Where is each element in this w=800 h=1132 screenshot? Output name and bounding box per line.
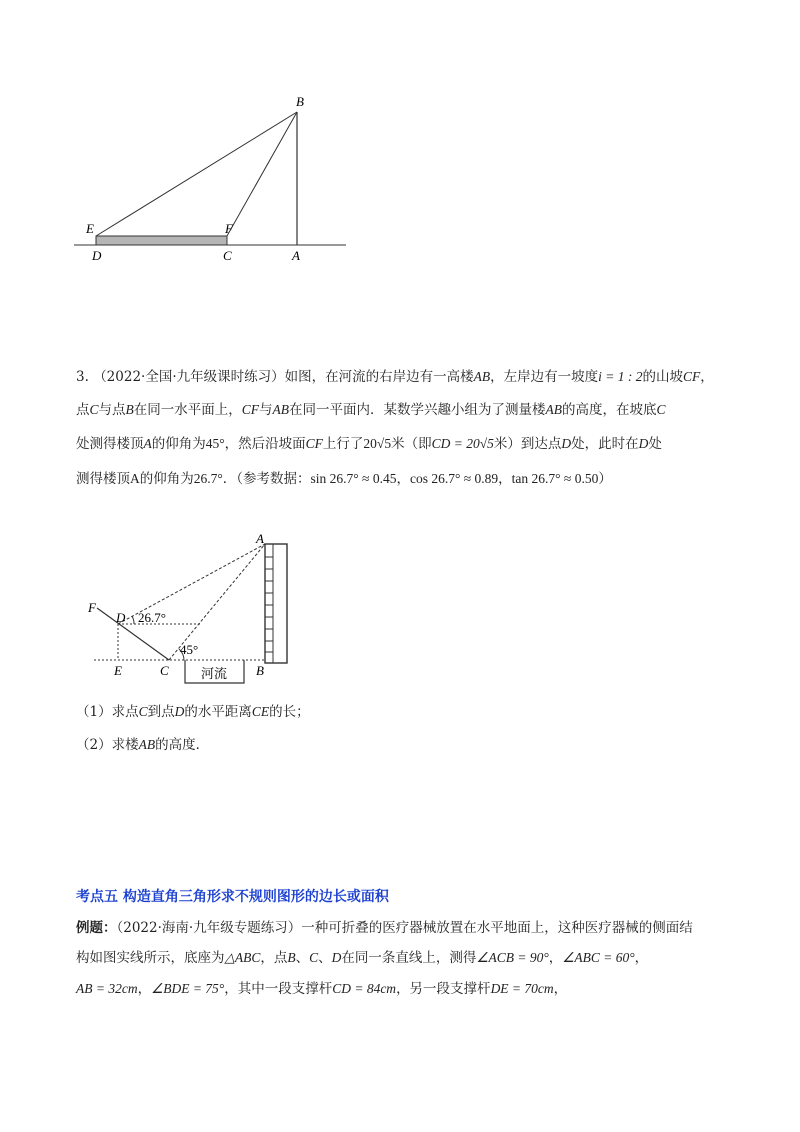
angle-26-7: 26.7° <box>193 471 223 486</box>
example-label: 例题： <box>76 920 117 936</box>
label-D: D <box>92 248 102 263</box>
reference-cos: cos 26.7° ≈ 0.89 <box>409 471 499 486</box>
problem-number: 3. <box>76 369 89 385</box>
section-heading: 考点五 构造直角三角形求不规则图形的边长或面积 <box>76 889 389 905</box>
cd-equation: CD = 20√5 <box>431 436 494 451</box>
label-A: A <box>292 248 300 263</box>
label-C: C <box>160 663 169 678</box>
label-A: A <box>256 531 264 546</box>
slope-ratio: i = 1 : 2 <box>598 369 643 384</box>
angle-label-26-7: 26.7° <box>138 610 166 625</box>
reference-tan: tan 26.7° ≈ 0.50 <box>511 471 599 486</box>
building <box>265 544 287 663</box>
distance-value: 20√5 <box>363 436 392 451</box>
problem-source: （2022·全国·九年级课时练习） <box>93 369 285 385</box>
label-C: C <box>223 248 232 263</box>
label-F: F <box>88 600 96 615</box>
figure-1-diagram <box>60 90 350 270</box>
problem-3-line-4: 测得楼顶A的仰角为26.7°．（参考数据：sin 26.7° ≈ 0.45，cos 26.7° ≈ 0.89，tan 26.7° ≈ 0.50） <box>76 471 612 487</box>
example-line-2: 构如图实线所示，底座为△ABC，点B、C、D在同一条直线上，测得∠ACB = 90°，∠ABC = 60°， <box>76 950 649 966</box>
problem-3-line-2: 点C与点B在同一水平面上，CF与AB在同一平面内．某数学兴趣小组为了测量楼AB的高度，在坡底C <box>76 402 666 418</box>
label-B: B <box>296 94 304 109</box>
angle-arc-D <box>132 616 134 624</box>
label-D: D <box>116 610 126 625</box>
label-B: B <box>256 663 264 678</box>
river-label: 河流 <box>201 666 228 681</box>
segment-FB <box>227 112 297 236</box>
label-E: E <box>114 663 122 678</box>
question-1: （1）求点C到点D的水平距离CE的长； <box>76 704 310 720</box>
problem-3-line-3: 处测得楼顶A的仰角为45°，然后沿坡面CF上行了20√5米（即CD = 20√5米）到达点D处，此时在D处 <box>76 436 662 452</box>
shaded-platform <box>96 236 227 245</box>
example-line-3: AB = 32cm，∠BDE = 75°，其中一段支撑杆CD = 84cm，另一段支撑杆DE = 70cm， <box>76 981 568 997</box>
figure-2-diagram <box>80 530 300 690</box>
angle-label-45: 45° <box>180 642 199 657</box>
example-line-1: 例题：（2022·海南·九年级专题练习）一种可折叠的医疗器械放置在水平地面上，这种医疗器械的侧面结 <box>76 920 693 936</box>
label-F: F <box>225 221 233 236</box>
segment-EB <box>96 112 297 236</box>
problem-3-line-1: 3. （2022·全国·九年级课时练习）如图，在河流的右岸边有一高楼AB，左岸边有一坡度i = 1 : 2的山坡CF， <box>76 369 714 385</box>
question-2: （2）求楼AB的高度． <box>76 737 210 753</box>
angle-45: 45° <box>205 436 225 451</box>
reference-sin: sin 26.7° ≈ 0.45 <box>310 471 397 486</box>
label-E: E <box>86 221 94 236</box>
